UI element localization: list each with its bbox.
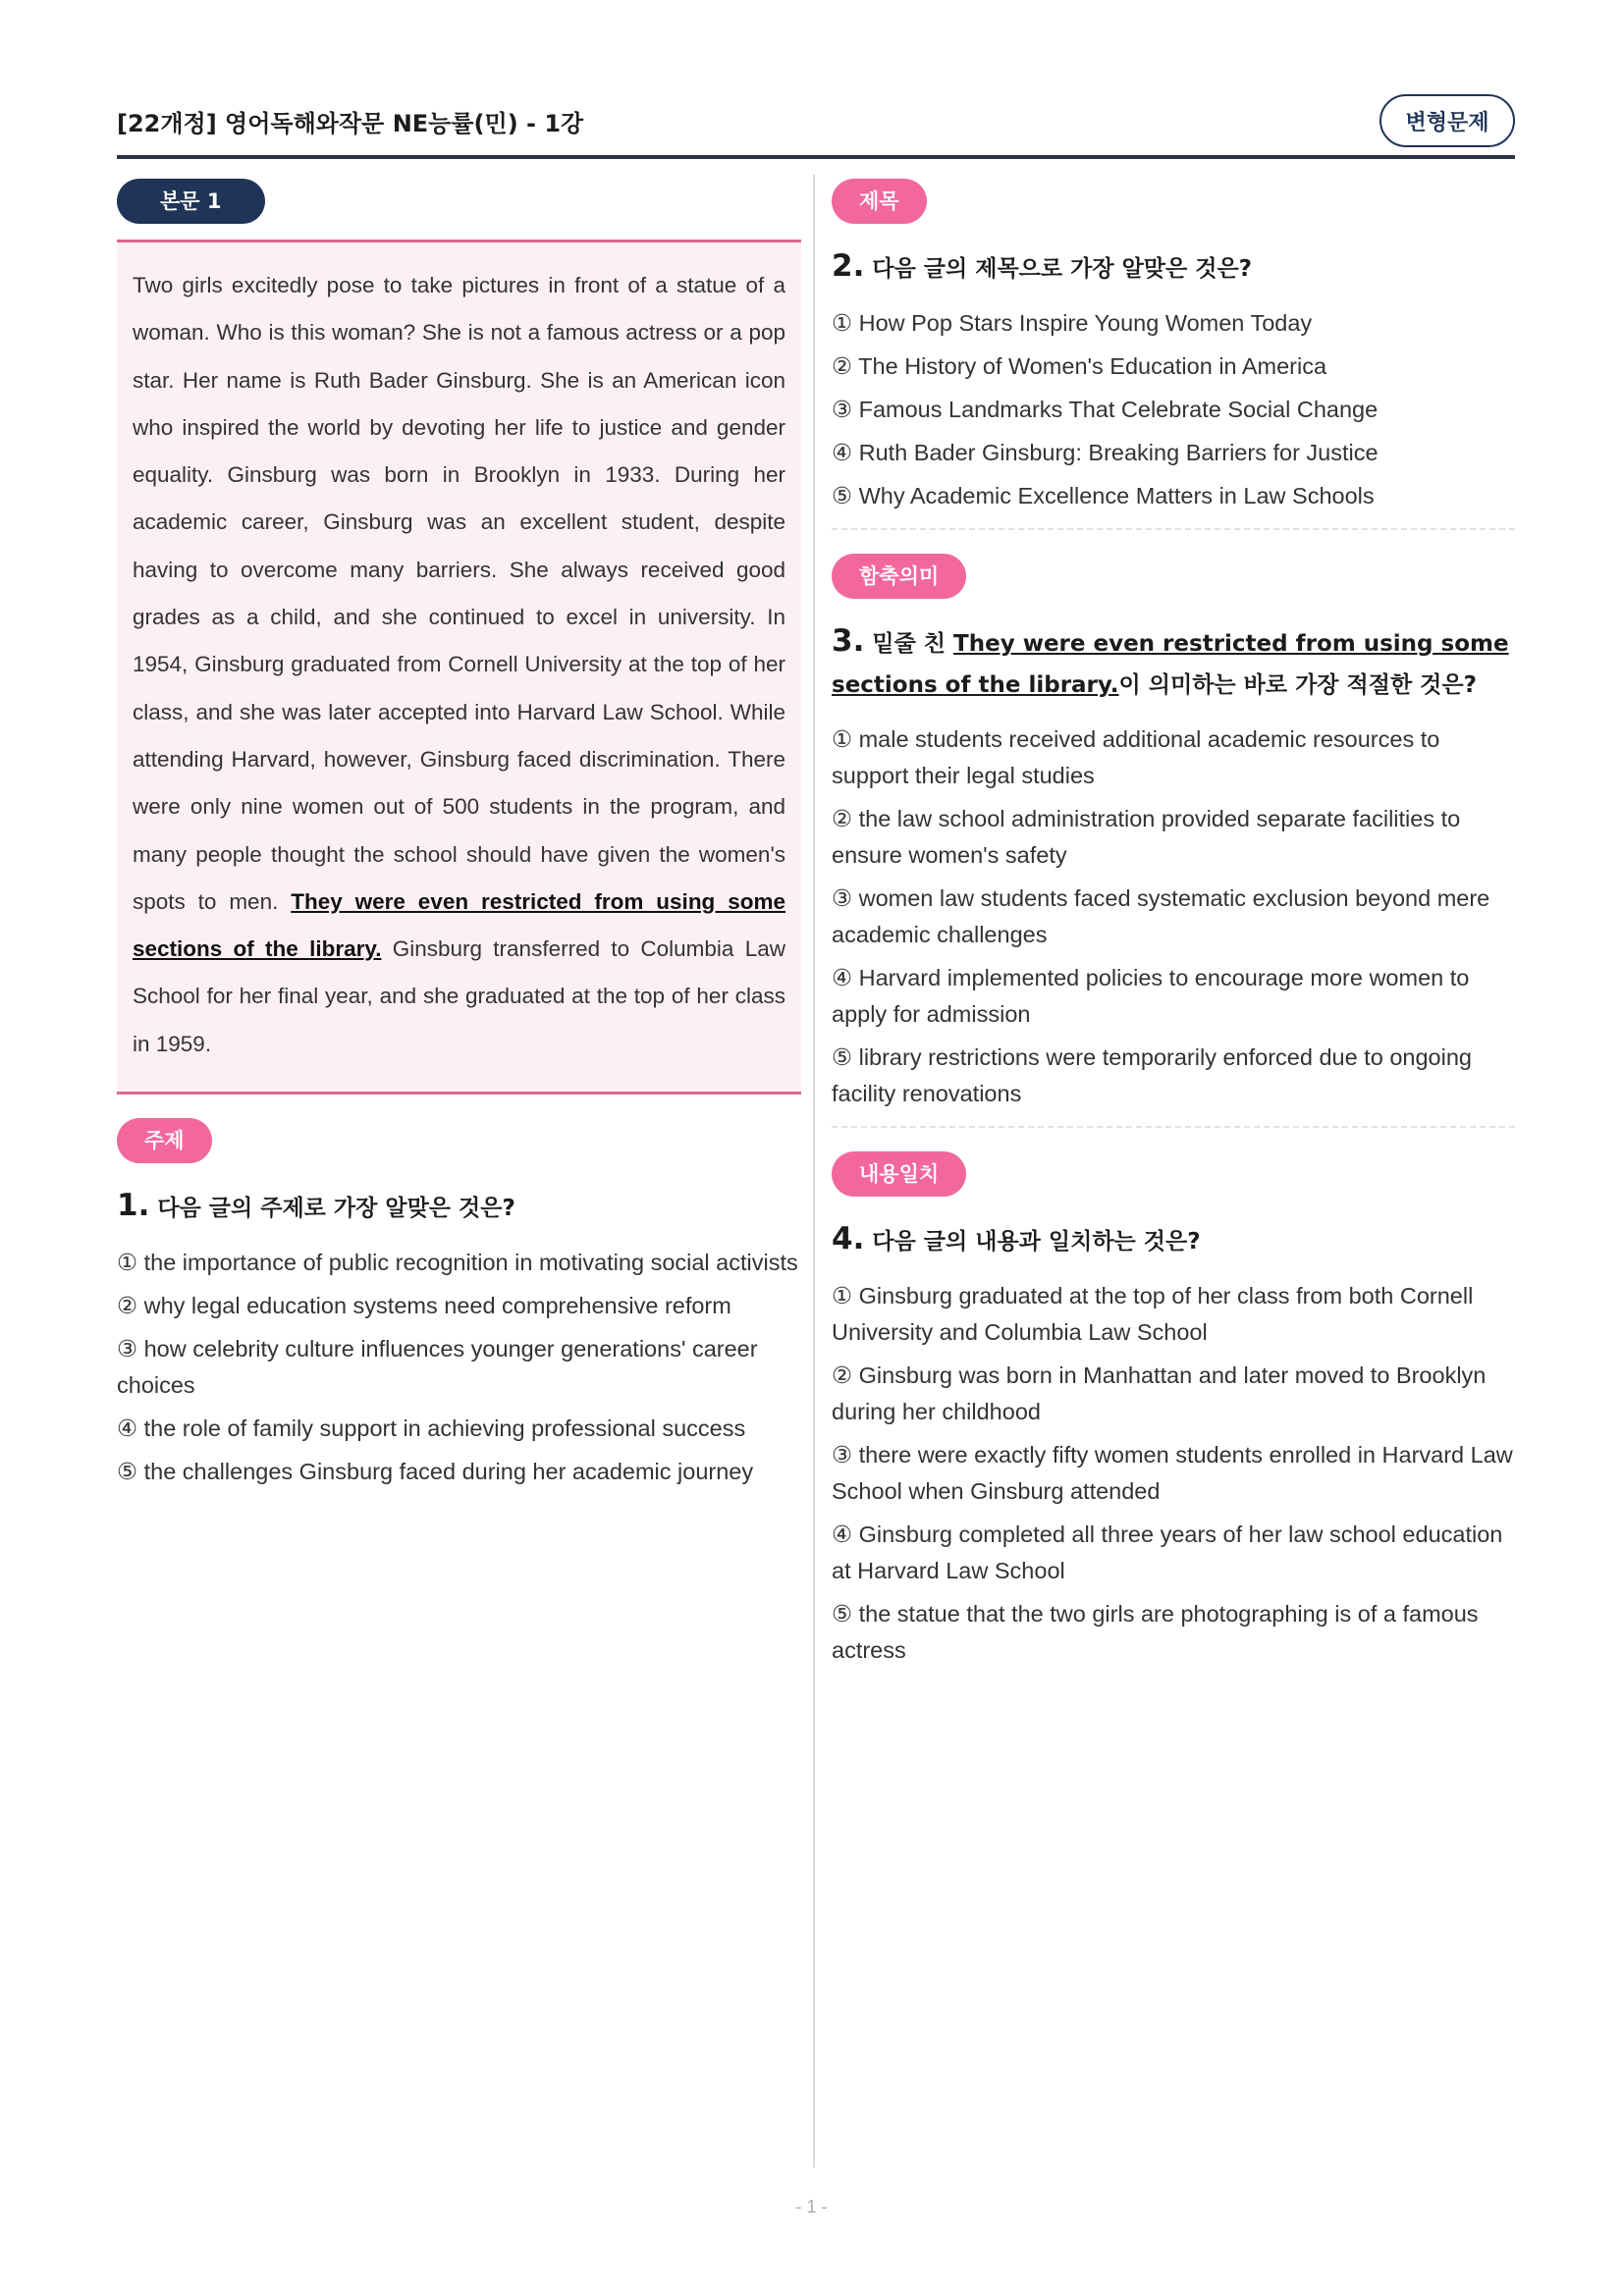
- page-title: [22개정] 영어독해와작문 NE능률(민) - 1강: [117, 110, 584, 137]
- question-3-title: [832, 620, 1515, 706]
- question-3-choices: [832, 721, 1515, 1112]
- section-separator: [832, 1126, 1515, 1128]
- choice-item[interactable]: ② Ginsburg was born in Manhattan and later moved to Brooklyn during her childhood: [832, 1362, 1487, 1424]
- question-2-title: [832, 245, 1515, 290]
- question-3-prompt-prefix: 밑줄 친: [872, 631, 954, 657]
- type-badge: 변형문제: [1380, 94, 1515, 147]
- question-4-prompt: 다음 글의 내용과 일치하는 것은?: [872, 1229, 1201, 1255]
- question-2-tag: 제목: [832, 179, 927, 224]
- passage-box: [117, 240, 801, 1095]
- choice-item[interactable]: ③ Famous Landmarks That Celebrate Social Change: [832, 397, 1379, 422]
- left-column: [117, 179, 801, 1497]
- page-number: - 1 -: [795, 2197, 828, 2216]
- question-2-number: 2.: [832, 248, 865, 284]
- choice-item[interactable]: ① the importance of public recognition in motivating social activists: [117, 1250, 798, 1276]
- question-1-choices: [117, 1245, 801, 1490]
- choice-item[interactable]: ⑤ the statue that the two girls are photographing is of a famous actress: [832, 1601, 1479, 1663]
- choice-item[interactable]: ④ the role of family support in achieving professional success: [117, 1415, 746, 1442]
- question-4-tag: 내용일치: [832, 1151, 966, 1197]
- section-separator: [832, 528, 1515, 530]
- choice-item[interactable]: ⑤ the challenges Ginsburg faced during her academic journey: [117, 1459, 754, 1485]
- choice-item[interactable]: ④ Ruth Bader Ginsburg: Breaking Barriers for Justice: [832, 440, 1379, 465]
- question-3: [832, 554, 1515, 1112]
- choice-item[interactable]: ① How Pop Stars Inspire Young Women Today: [832, 310, 1313, 336]
- question-4-choices: [832, 1278, 1515, 1669]
- choice-item[interactable]: ③ women law students faced systematic exclusion beyond mere academic challenges: [832, 885, 1490, 947]
- passage-text: [133, 262, 785, 1068]
- choice-item[interactable]: ② the law school administration provided separate facilities to ensure women's safety: [832, 806, 1461, 868]
- question-2-choices: [832, 305, 1515, 514]
- question-4-title: [832, 1218, 1515, 1262]
- choice-item[interactable]: ① male students received additional academic resources to support their legal studies: [832, 726, 1440, 788]
- question-2-prompt: 다음 글의 제목으로 가장 알맞은 것은?: [872, 256, 1253, 282]
- column-divider: [813, 175, 815, 2167]
- choice-item[interactable]: ⑤ library restrictions were temporarily enforced due to ongoing facility renovations: [832, 1044, 1472, 1106]
- question-4-number: 4.: [832, 1221, 865, 1256]
- choice-item[interactable]: ⑤ Why Academic Excellence Matters in Law Schools: [832, 483, 1375, 508]
- choice-item[interactable]: ③ how celebrity culture influences younger generations' career choices: [117, 1336, 758, 1399]
- question-3-prompt-underlined: They were even restricted from using some sections of the library.: [832, 631, 1509, 698]
- choice-item[interactable]: ② The History of Women's Education in America: [832, 353, 1327, 379]
- choice-item[interactable]: ③ there were exactly fifty women students enrolled in Harvard Law School when Ginsburg attended: [832, 1442, 1513, 1504]
- passage-text-before: Two girls excitedly pose to take pictures in front of a statue of a woman. Who is this woman? She is not a famous actress or a pop star. Her name is Ruth Bader Ginsburg. She is an American icon who inspired the world by devoting her life to justice and gender equality. Ginsburg was born in Brooklyn in 1933. During her academic career, Ginsburg was an excellent student, despite having to overcome many barriers. She always received good grades as a child, and she continued to excel in university. In 1954, Ginsburg graduated from Cornell University at the top of her class, and she was later accepted into Harvard Law School. While attending Harvard, however, Ginsburg faced discrimination. There were only nine women out of 500 students in the program, and many people thought the school should have given the women's spots to men.: [133, 273, 785, 914]
- passage-text-after: Ginsburg transferred to Columbia Law School for her final year, and she graduated at the top of her class in 1959.: [133, 936, 785, 1056]
- choice-item[interactable]: ① Ginsburg graduated at the top of her class from both Cornell University and Columbia Law School: [832, 1283, 1474, 1345]
- passage-label: 본문 1: [117, 179, 265, 224]
- choice-item[interactable]: ④ Harvard implemented policies to encourage more women to apply for admission: [832, 965, 1470, 1027]
- question-1-number: 1.: [117, 1188, 150, 1224]
- question-1-prompt: 다음 글의 주제로 가장 알맞은 것은?: [157, 1196, 515, 1222]
- question-3-number: 3.: [832, 623, 865, 659]
- question-1-title: [117, 1185, 801, 1229]
- choice-item[interactable]: ② why legal education systems need comprehensive reform: [117, 1293, 731, 1319]
- question-4: [832, 1151, 1515, 1669]
- right-column: [832, 179, 1515, 1676]
- choice-item[interactable]: ④ Ginsburg completed all three years of her law school education at Harvard Law School: [832, 1522, 1503, 1583]
- question-2: [832, 179, 1515, 514]
- question-3-tag: 함축의미: [832, 554, 966, 599]
- question-1: [117, 1118, 801, 1490]
- page-header: [117, 94, 1515, 159]
- passage-underlined-sentence: They were even restricted from using some sections of the library.: [133, 888, 785, 962]
- question-3-prompt-suffix: 이 의미하는 바로 가장 적절한 것은?: [1118, 672, 1477, 698]
- question-1-tag: 주제: [117, 1118, 212, 1163]
